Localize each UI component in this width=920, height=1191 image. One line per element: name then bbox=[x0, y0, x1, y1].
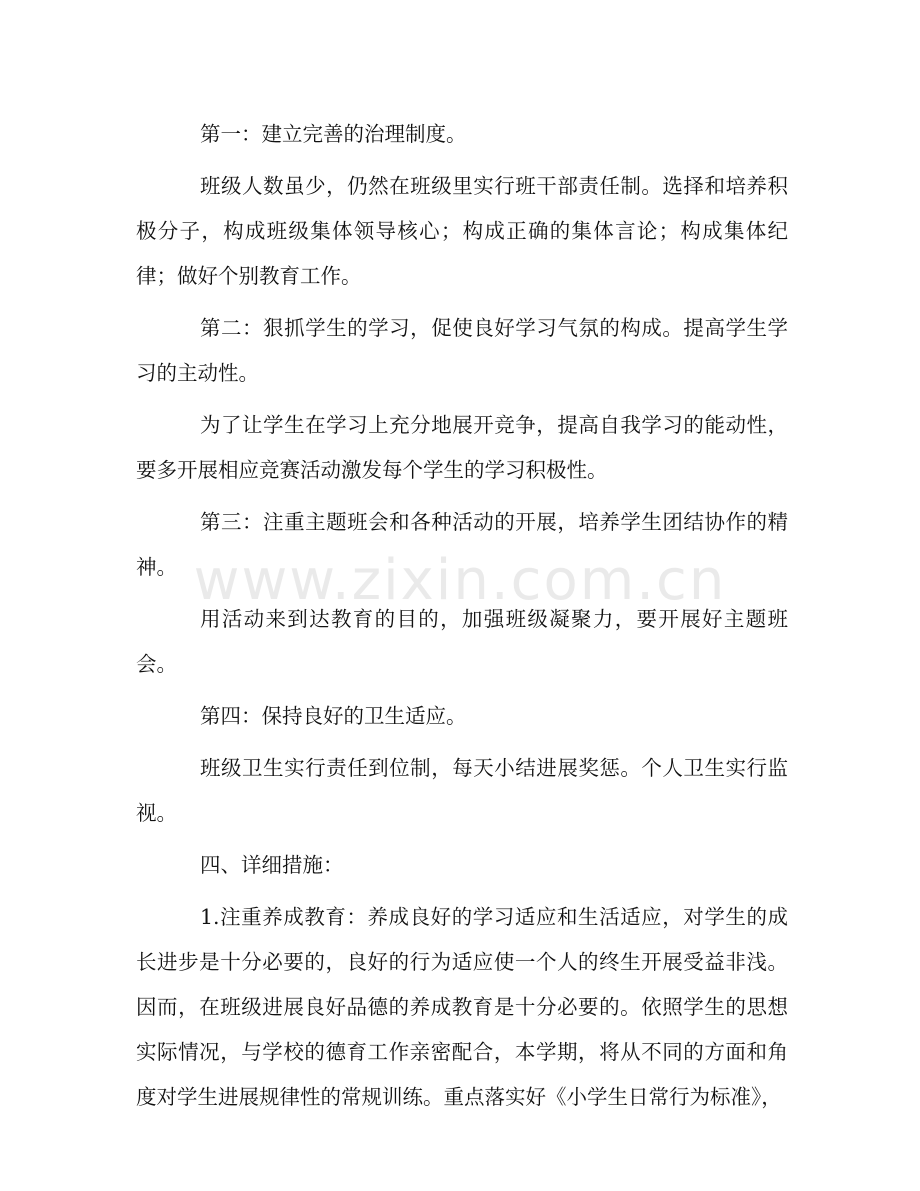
paragraph-heading-4: 第四：保持良好的卫生适应。 bbox=[200, 704, 467, 728]
paragraph-heading-3: 第三：注重主题班会和各种活动的开展，培养学生团结协作的精神。 bbox=[136, 510, 788, 579]
watermark-logo: www.zixin.com.cn bbox=[193, 548, 727, 613]
paragraph-body: 用活动来到达教育的目的，加强班级凝聚力，要开展好主题班会。 bbox=[136, 607, 788, 676]
paragraph-body: 1.注重养成教育：养成良好的学习适应和生活适应，对学生的成长进步是十分必要的，良好的行为适应使一个人的终生开展受益非浅。因而，在班级进展良好品德的养成教育是十分必要的。依照学生的思想实际情况，与学校的德育工作亲密配合，本学期，将从不同的方面和角度对学生进展规律性的常规训练。重点落实好《小学生日常行为标准》， bbox=[136, 905, 788, 1109]
section-heading: 四、详细措施： bbox=[200, 853, 344, 877]
paragraph-body: 为了让学生在学习上充分地展开竞争，提高自我学习的能动性，要多开展相应竞赛活动激发每个学生的学习积极性。 bbox=[136, 413, 788, 482]
paragraph-body: 班级卫生实行责任到位制，每天小结进展奖惩。个人卫生实行监视。 bbox=[136, 756, 788, 825]
paragraph-heading-1: 第一：建立完善的治理制度。 bbox=[200, 122, 467, 146]
document-body bbox=[136, 112, 788, 1127]
paragraph-heading-2: 第二：狠抓学生的学习，促使良好学习气氛的构成。提高学生学习的主动性。 bbox=[136, 316, 788, 385]
paragraph-body: 班级人数虽少，仍然在班级里实行班干部责任制。选择和培养积极分子，构成班级集体领导核心；构成正确的集体言论；构成集体纪律；做好个别教育工作。 bbox=[136, 174, 788, 288]
